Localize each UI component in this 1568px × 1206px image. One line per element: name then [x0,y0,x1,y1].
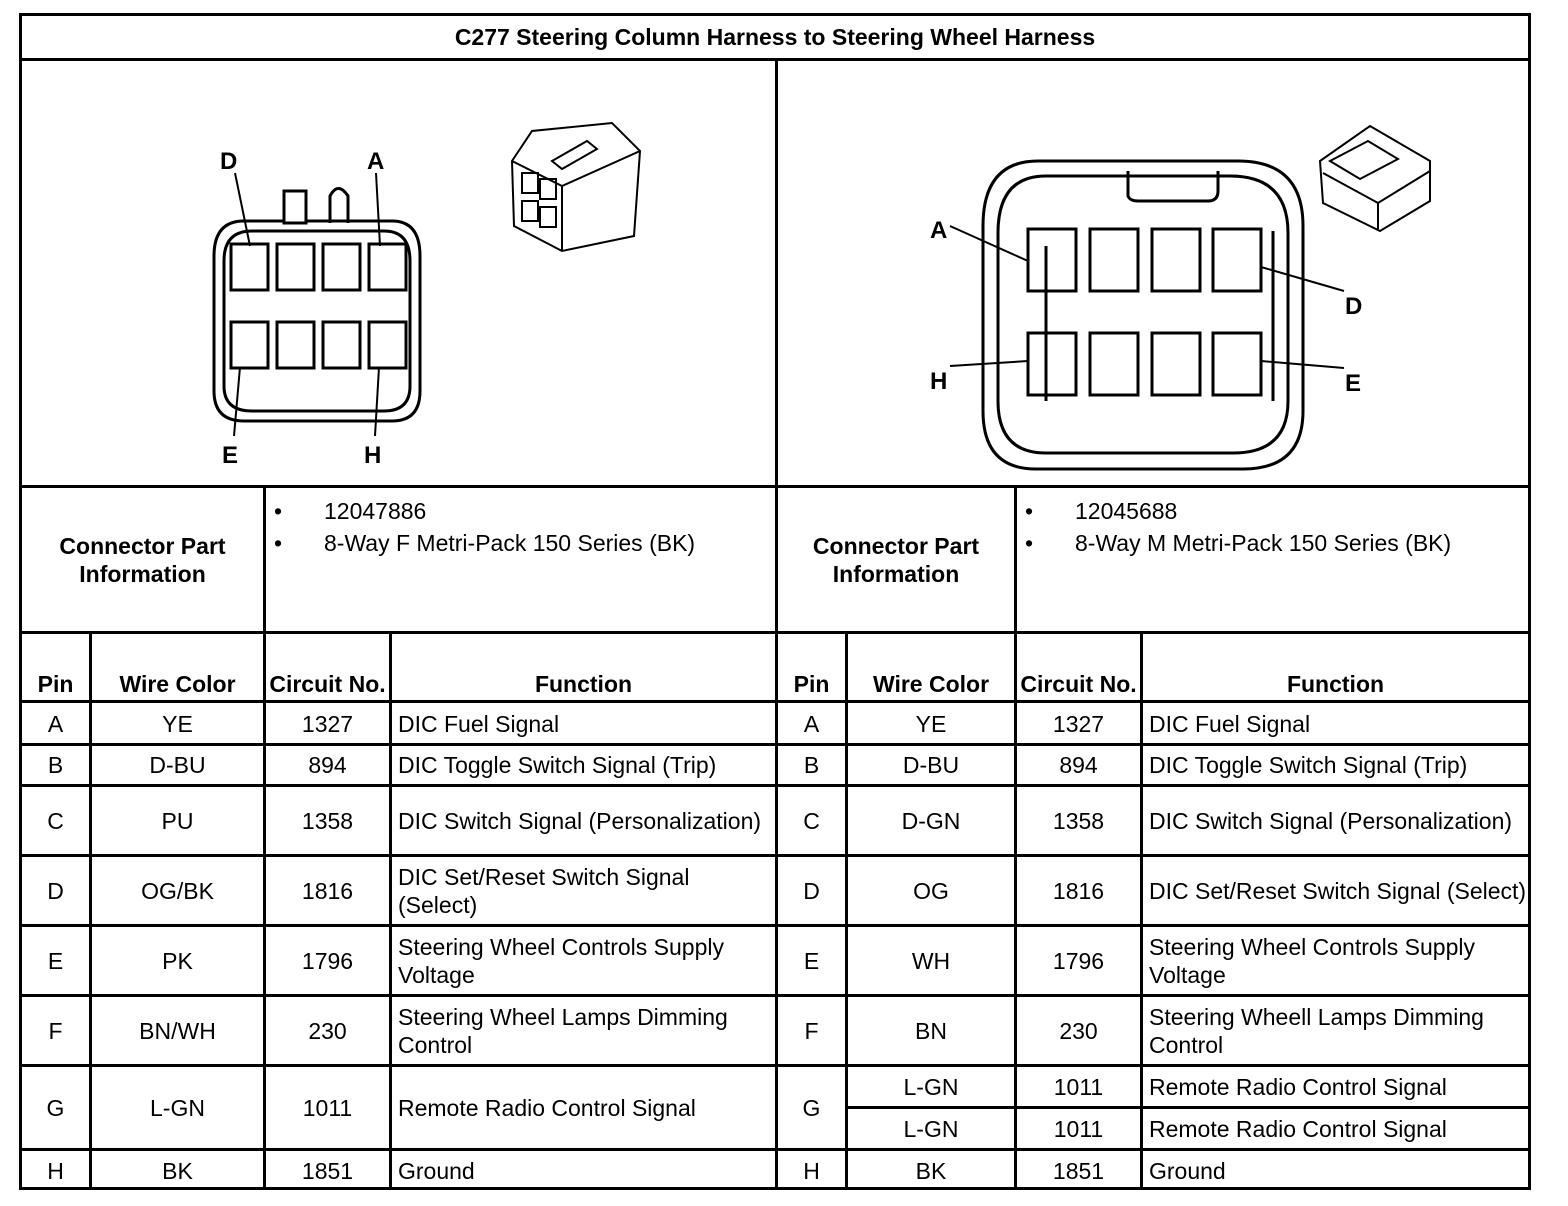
part-info-list [1017,496,1517,558]
part-info-label: Connector Part Information [59,532,226,587]
connector-sheet [19,13,1531,1190]
column-header: Pin [793,671,830,697]
wire-color-cell: WH [911,947,951,974]
pin-cell: F [804,1017,819,1044]
function-cell: DIC Switch Signal (Personalization) [398,807,762,834]
part-info-list [266,496,766,558]
pin-cell: A [803,711,820,737]
pin-cell: C [47,807,64,834]
circuit-cell: 1796 [1052,947,1105,974]
wire-color-cell: D-BU [902,752,960,778]
pin-cell: E [803,947,820,974]
circuit-cell: 1358 [1052,807,1105,834]
pin-cell: D [803,877,820,904]
column-header: Circuit No. [269,671,386,697]
wire-color-cell: D-GN [901,807,961,834]
wire-color-cell: BK [162,1157,193,1184]
part-number: • 12047886 [266,496,766,526]
function-cell: Steering Wheell Lamps Dimming Control [1149,1003,1484,1058]
connector-series: • 8-Way F Metri-Pack 150 Series (BK) [266,528,766,558]
circuit-cell: 230 [1059,1017,1098,1044]
function-cell: Remote Radio Control Signal [1149,1115,1447,1142]
function-cell: Remote Radio Control Signal [398,1094,696,1121]
grid-line [22,700,775,703]
pin-cell: C [803,807,820,834]
grid-line [778,700,1528,703]
part-info-label: Connector Part Information [812,532,980,587]
right-connector-diagram [778,61,1528,487]
pin-cell: F [48,1017,63,1044]
circuit-cell: 1851 [301,1157,354,1184]
function-cell: Steering Wheel Lamps Dimming Control [398,1003,728,1058]
wire-color-cell: PK [162,947,193,974]
circuit-cell: 1011 [1053,1073,1104,1100]
circuit-cell: 1816 [301,877,354,904]
pin-label: E [222,442,239,469]
wire-color-cell: L-GN [903,1115,959,1142]
column-header: Circuit No. [1020,671,1137,697]
pin-cell: H [47,1157,64,1184]
circuit-cell: 1816 [1052,877,1105,904]
left-connector-diagram [22,61,775,487]
circuit-cell: 894 [1059,752,1098,778]
column-header: Wire Color [119,671,236,697]
circuit-cell: 1327 [1052,711,1105,737]
pin-label: D [220,148,238,175]
function-cell: Steering Wheel Controls Supply Voltage [1149,933,1475,988]
wire-color-cell: OG [913,877,949,904]
pin-cell: E [47,947,64,974]
wire-color-cell: BK [915,1157,947,1184]
pin-cell: A [47,711,64,737]
column-header: Function [534,671,633,697]
function-cell: DIC Toggle Switch Signal (Trip) [398,752,717,778]
circuit-cell: 1358 [301,807,354,834]
wire-color-cell: YE [915,711,947,737]
pin-label: A [367,148,385,175]
wire-color-cell: L-GN [150,1094,205,1121]
circuit-cell: 894 [308,752,347,778]
pin-cell: B [47,752,64,778]
wire-color-cell: D-BU [149,752,206,778]
circuit-cell: 1011 [302,1094,353,1121]
wire-color-cell: BN [915,1017,947,1044]
page-title: C277 Steering Column Harness to Steering Wheel Harness [454,23,1096,50]
pin-label: E [1345,370,1362,397]
wire-color-cell: OG/BK [141,877,214,904]
function-cell: DIC Set/Reset Switch Signal (Select) [1149,877,1527,904]
pin-cell: B [803,752,820,778]
function-cell: DIC Fuel Signal [398,711,560,737]
wire-color-cell: YE [162,711,193,737]
pin-cell: H [803,1157,820,1184]
wire-color-cell: PU [161,807,194,834]
wire-color-cell: L-GN [903,1073,959,1100]
circuit-cell: 1796 [301,947,354,974]
column-header: Wire Color [872,671,990,697]
column-header: Function [1286,671,1385,697]
pin-label: A [930,217,948,244]
pin-cell: D [47,877,64,904]
function-cell: DIC Fuel Signal [1149,711,1311,737]
pin-label: H [930,368,948,395]
part-number: • 12045688 [1017,496,1517,526]
function-cell: Remote Radio Control Signal [1149,1073,1447,1100]
pin-label: D [1345,293,1363,320]
connector-series: • 8-Way M Metri-Pack 150 Series (BK) [1017,528,1517,558]
function-cell: DIC Set/Reset Switch Signal (Select) [398,863,690,918]
function-cell: DIC Switch Signal (Personalization) [1149,807,1513,834]
wire-color-cell: BN/WH [139,1017,216,1044]
circuit-cell: 1011 [1053,1115,1104,1142]
circuit-cell: 1327 [301,711,354,737]
circuit-cell: 1851 [1052,1157,1105,1184]
pin-cell: G [802,1094,821,1121]
function-cell: Ground [1149,1157,1226,1184]
pin-cell: G [46,1094,65,1121]
pin-label: H [364,442,382,469]
function-cell: Steering Wheel Controls Supply Voltage [398,933,724,988]
circuit-cell: 230 [308,1017,347,1044]
function-cell: Ground [398,1157,475,1184]
function-cell: DIC Toggle Switch Signal (Trip) [1149,752,1468,778]
column-header: Pin [37,671,74,697]
